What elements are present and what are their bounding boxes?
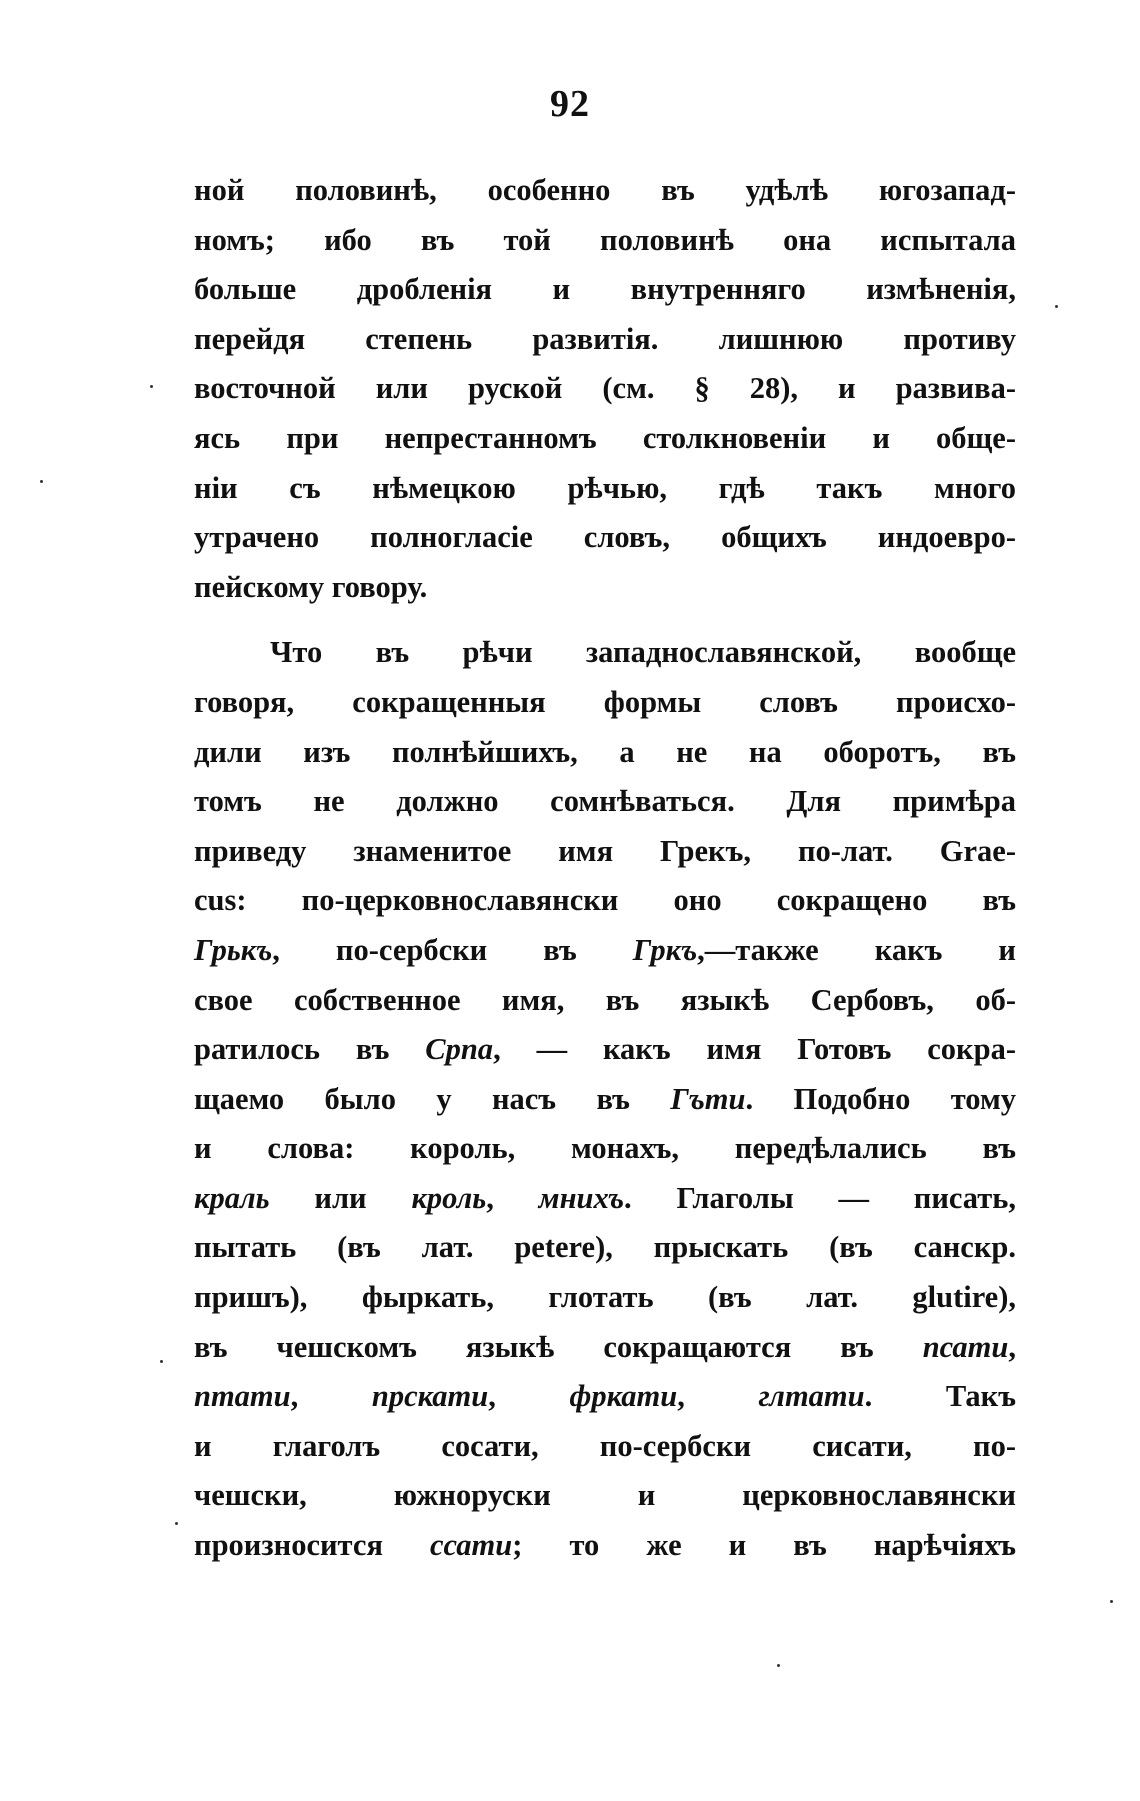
- text-line: чешски, южноруски и церковнославянски: [194, 1478, 1016, 1513]
- text-line: больше дробленія и внутренняго измѣненія,: [194, 272, 1016, 307]
- scan-speck: [160, 1360, 163, 1363]
- text-line: и слова: король, монахъ, передѣлались въ: [194, 1131, 1016, 1166]
- scan-speck: [40, 480, 43, 483]
- text-line: пейскому говору.: [194, 569, 428, 604]
- text-line: номъ; ибо въ той половинѣ она испытала: [194, 222, 1016, 257]
- text-line: щаемо было у насъ въ Гъти. Подобно тому: [194, 1081, 1016, 1116]
- page-number: 92: [550, 83, 590, 125]
- scan-speck: [1055, 305, 1058, 308]
- text-line: ратилось въ Срnа, — какъ имя Готовъ сокра-: [194, 1032, 1016, 1067]
- text-line: утрачено полногласіе словъ, общихъ индоевро-: [194, 520, 1016, 555]
- text-line: произносится ссати; то же и въ нарѣчіяхъ: [194, 1528, 1016, 1563]
- text-line: свое собственное имя, въ языкѣ Сербовъ, об-: [194, 982, 1016, 1017]
- text-line: дили изъ полнѣйшихъ, а не на оборотъ, въ: [194, 734, 1016, 769]
- text-line: ясь при непрестанномъ столкновеніи и обще-: [194, 420, 1016, 455]
- paragraph-2: [194, 628, 1016, 1570]
- text-line: ніи съ нѣмецкою рѣчью, гдѣ такъ много: [194, 470, 1016, 505]
- scan-speck: [150, 385, 153, 388]
- text-line: пришъ), фыркать, глотать (въ лат. glutire),: [194, 1280, 1016, 1315]
- text-line: перейдя степень развитія. лишнюю противу: [194, 321, 1016, 356]
- text-line: ной половинѣ, особенно въ удѣлѣ югозапад-: [194, 173, 1016, 207]
- scan-speck: [1110, 1600, 1113, 1603]
- text-line: пытать (въ лат. petere), прыскать (въ санскр.: [194, 1230, 1016, 1265]
- scan-speck: [175, 1522, 178, 1525]
- scan-speck: [777, 1664, 780, 1667]
- paragraph-gap: [194, 612, 1016, 628]
- text-line: и глаголъ сосати, по-сербски сисати, по-: [194, 1428, 1016, 1463]
- body-text: [194, 166, 1016, 1571]
- text-line: cus: по-церковнославянски оно сокращено въ: [194, 883, 1016, 918]
- text-line: томъ не должно сомнѣваться. Для примѣра: [194, 784, 1016, 819]
- text-line: Что въ рѣчи западнославянской, вообще: [270, 635, 1016, 670]
- text-line: приведу знаменитое имя Грекъ, по-лат. Grae-: [194, 833, 1016, 868]
- text-line: въ чешскомъ языкѣ сокращаются въ псати,: [194, 1329, 1016, 1364]
- text-line: краль или кроль, мнихъ. Глаголы — писать,: [194, 1180, 1017, 1215]
- text-line: говоря, сокращенныя формы словъ происхо-: [194, 684, 1016, 719]
- text-line: Грькъ, по-сербски въ Гркъ,—также какъ и: [194, 932, 1017, 967]
- text-line: птати, прскати, фркати, глтати. Такъ: [194, 1379, 1017, 1414]
- text-line: восточной или руской (см. § 28), и развива-: [194, 371, 1016, 406]
- paragraph-1: [194, 166, 1016, 612]
